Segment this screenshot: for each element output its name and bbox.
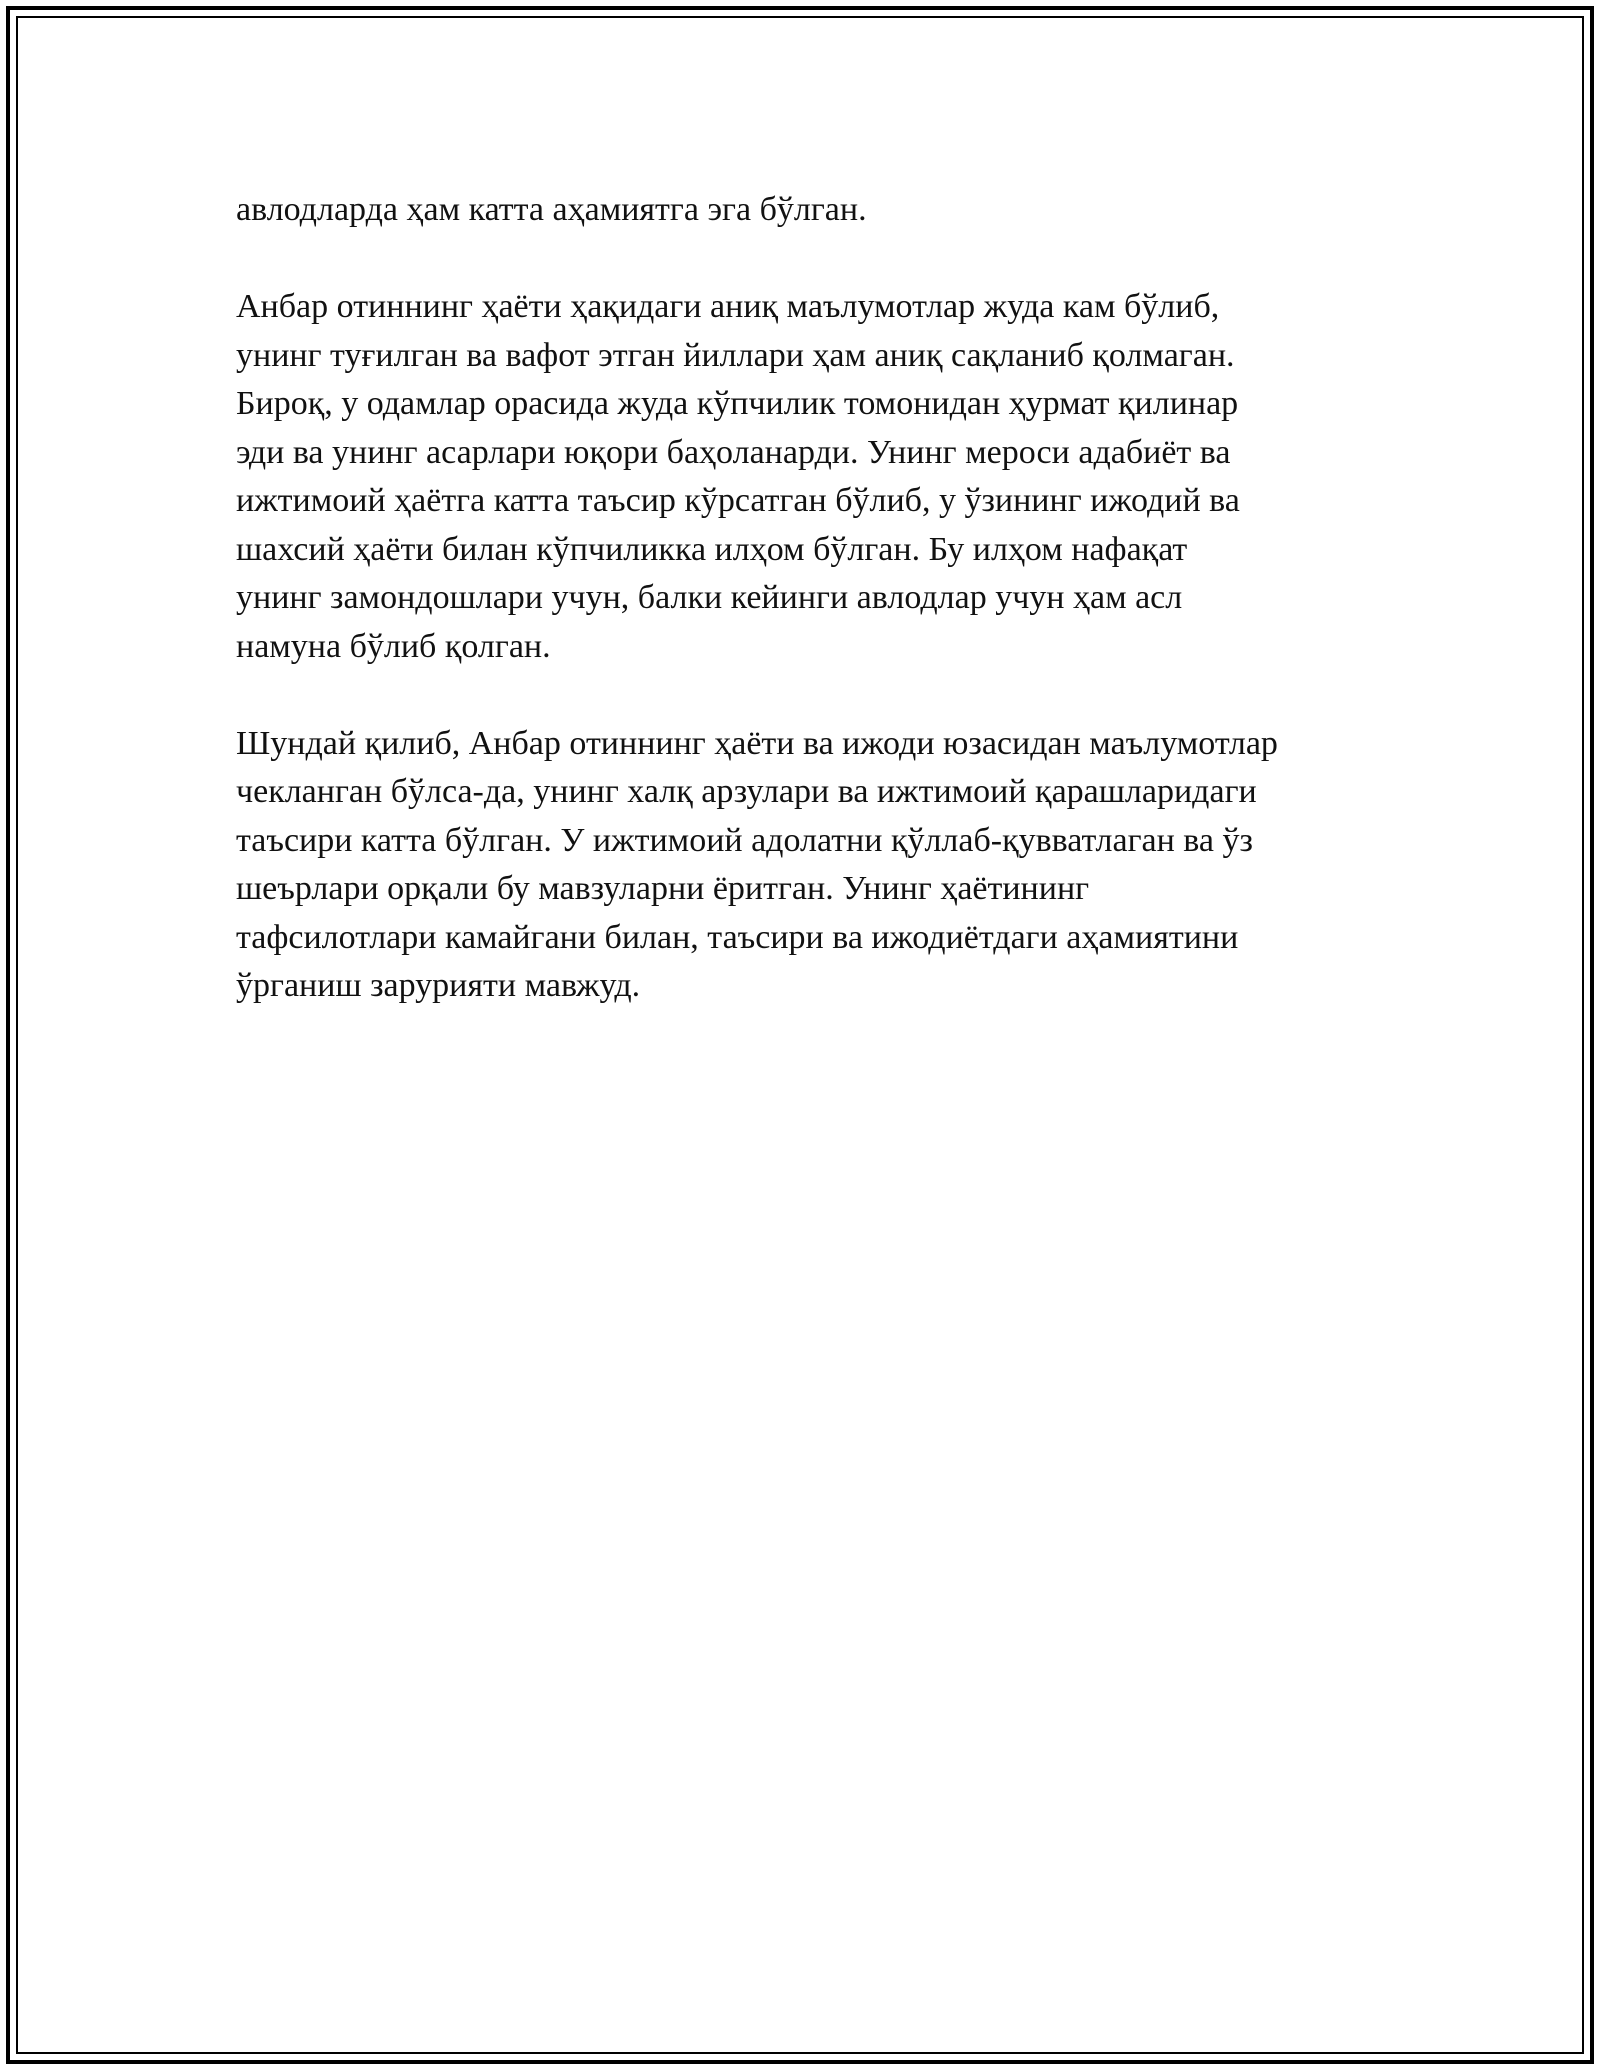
text-line: эди ва унинг асарлари юқори баҳоланарди. Унинг мероси адабиёт ва <box>236 433 1231 471</box>
text-line: унинг туғилган ва вафот этган йиллари ҳам аниқ сақланиб қолмаган. <box>236 336 1235 374</box>
text-line: ижтимоий ҳаётга катта таъсир кўрсатган бўлиб, у ўзининг ижодий ва <box>236 482 1240 519</box>
text-line: чекланган бўлса-да, унинг халқ арзулари ва ижтимоий қарашларидаги <box>236 773 1257 810</box>
text-line: тафсилотлари камайгани билан, таъсири ва ижодиётдаги аҳамиятини <box>236 918 1239 956</box>
text-line: шахсий ҳаёти билан кўпчиликка илҳом бўлган. Бу илҳом нафақат <box>236 530 1188 568</box>
text-line: авлодларда ҳам катта аҳамиятга эга бўлган. <box>236 191 867 228</box>
document-body <box>236 186 1416 1059</box>
text-line: Анбар отиннинг ҳаёти ҳақидаги аниқ маълумотлар жуда кам бўлиб, <box>236 288 1220 325</box>
text-line: унинг замондошлари учун, балки кейинги авлодлар учун ҳам асл <box>236 579 1183 616</box>
paragraph-3 <box>236 720 1416 1011</box>
text-line: Шундай қилиб, Анбар отиннинг ҳаёти ва ижоди юзасидан маълумотлар <box>236 724 1278 762</box>
text-line: ўрганиш зарурияти мавжуд. <box>236 967 641 1004</box>
paragraph-2 <box>236 283 1416 671</box>
paragraph-1 <box>236 186 1416 235</box>
text-line: таъсири катта бўлган. У ижтимоий адолатни қўллаб-қувватлаган ва ўз <box>236 821 1253 859</box>
text-line: намуна бўлиб қолган. <box>236 627 551 665</box>
text-line: шеърлари орқали бу мавзуларни ёритган. Унинг ҳаётининг <box>236 870 1090 907</box>
text-line: Бироқ, у одамлар орасида жуда кўпчилик томонидан ҳурмат қилинар <box>236 385 1239 422</box>
